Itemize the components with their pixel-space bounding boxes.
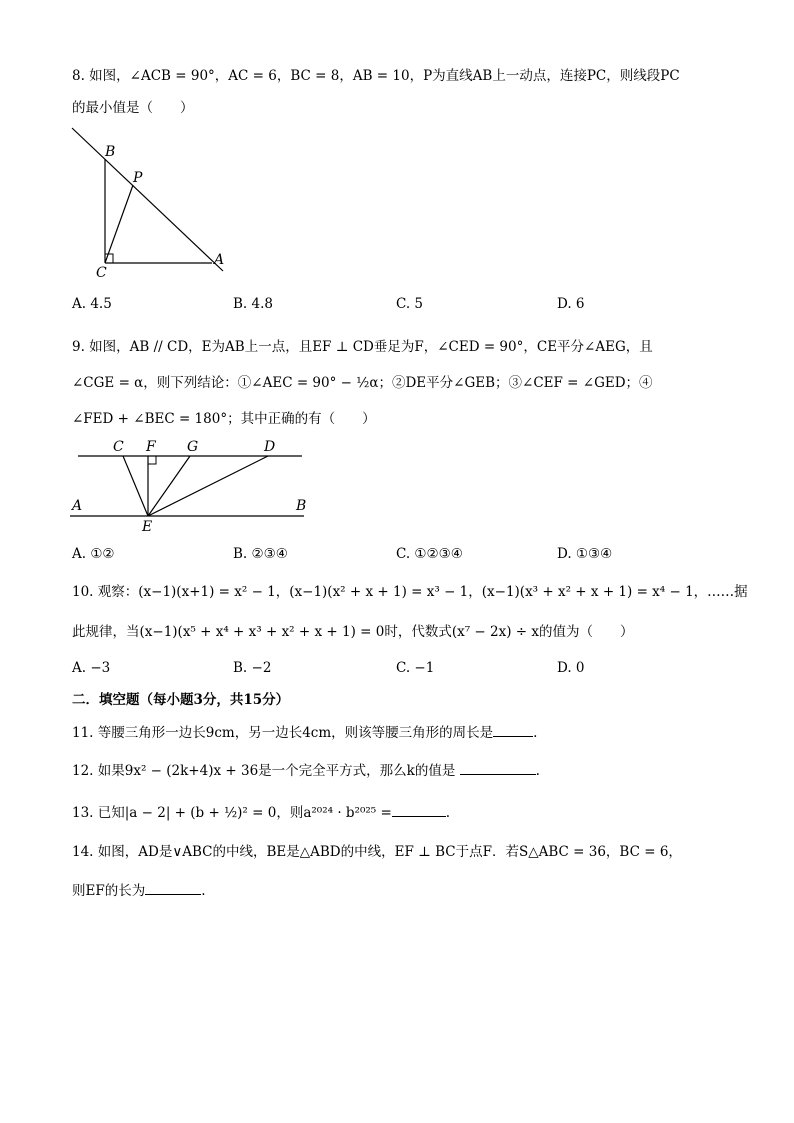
q9-label-a: A — [72, 498, 83, 514]
q10-option-c[interactable]: C. −1 — [396, 660, 435, 676]
q10-line2: 此规律，当(x−1)(x⁵ + x⁴ + x³ + x² + x + 1) = 0时，代数式(x⁷ − 2x) ÷ x的值为（ ） — [72, 624, 634, 640]
q9-label-f: F — [146, 439, 156, 455]
q13-answer-blank[interactable] — [392, 802, 446, 817]
q8-option-c[interactable]: C. 5 — [396, 296, 424, 312]
q14-answer-blank[interactable] — [145, 880, 201, 895]
q10-line1: 10. 观察：(x−1)(x+1) = x² − 1，(x−1)(x² + x + 1) = x³ − 1，(x−1)(x³ + x² + x + 1) = x⁴ − 1，……据 — [72, 584, 748, 600]
section2-heading: 二．填空题（每小题3分，共15分） — [72, 692, 290, 708]
q13-end: . — [445, 805, 451, 821]
q8-option-a[interactable]: A. 4.5 — [72, 296, 112, 312]
q9-figure — [66, 434, 316, 534]
q13-line — [72, 802, 450, 823]
q8-label-p: P — [133, 170, 143, 186]
q10-option-d[interactable]: D. 0 — [557, 660, 585, 676]
q8-label-c: C — [96, 265, 107, 281]
q8-options — [72, 296, 772, 316]
q9-line1: 9. 如图，AB // CD，E为AB上一点，且EF ⊥ CD垂足为F，∠CED = 90°，CE平分∠AEG，且 — [72, 339, 653, 355]
q8-figure — [66, 124, 236, 284]
q11-line — [72, 722, 537, 743]
q13-text: 13. 已知|a − 2| + (b + ½)² = 0，则a²⁰²⁴ · b²⁰²⁵ = — [72, 805, 392, 821]
q9-right-angle-mark — [148, 456, 156, 464]
q14-end: . — [201, 883, 206, 899]
q10-option-a[interactable]: A. −3 — [72, 660, 111, 676]
q8-label-b: B — [105, 144, 116, 160]
q11-answer-blank[interactable] — [493, 722, 533, 737]
q9-options — [72, 546, 772, 566]
q9-line3: ∠FED + ∠BEC = 180°；其中正确的有（ ） — [72, 411, 376, 427]
q8-label-a: A — [214, 252, 225, 268]
q9-segment-ec — [123, 456, 148, 516]
q10-options — [72, 660, 772, 680]
q9-option-d[interactable]: D. ①③④ — [557, 546, 613, 562]
q9-label-c: C — [113, 439, 124, 455]
q8-option-b[interactable]: B. 4.8 — [233, 296, 273, 312]
q9-line2: ∠CGE = α，则下列结论：①∠AEC = 90° − ½α；②DE平分∠GEB；③∠CEF = ∠GED；④ — [72, 375, 653, 391]
q9-label-d: D — [264, 439, 276, 455]
q8-line-ab — [72, 128, 223, 271]
q9-label-e: E — [142, 519, 153, 534]
q14-line1: 14. 如图，AD是∨ABC的中线，BE是△ABD的中线，EF ⊥ BC于点F．若S△ABC = 36，BC = 6， — [72, 844, 682, 860]
q9-option-c[interactable]: C. ①②③④ — [396, 546, 463, 562]
q9-option-a[interactable]: A. ①② — [72, 546, 115, 562]
q14-text: 则EF的长为 — [72, 883, 146, 899]
q11-end: . — [533, 725, 538, 741]
q9-label-b: B — [296, 498, 307, 514]
q9-label-g: G — [187, 439, 199, 455]
q9-segment-eg — [148, 456, 190, 516]
q8-line1: 8. 如图，∠ACB = 90°，AC = 6，BC = 8，AB = 10，P为直线AB上一动点，连接PC，则线段PC — [72, 68, 680, 84]
q12-text: 12. 如果9x² − (2k+4)x + 36是一个完全平方式，那么k的值是 — [72, 763, 456, 779]
q14-line2 — [72, 880, 206, 901]
q8-option-d[interactable]: D. 6 — [557, 296, 585, 312]
q8-segment-pc — [105, 185, 133, 263]
q12-answer-blank[interactable] — [460, 760, 536, 775]
q9-segment-ed — [148, 456, 268, 516]
q9-option-b[interactable]: B. ②③④ — [233, 546, 288, 562]
q8-line2: 的最小值是（ ） — [72, 100, 194, 116]
q10-option-b[interactable]: B. −2 — [233, 660, 272, 676]
q11-text: 11. 等腰三角形一边长9cm，另一边长4cm，则该等腰三角形的周长是 — [72, 725, 494, 741]
q12-end: . — [535, 763, 540, 779]
q12-line — [72, 760, 540, 781]
